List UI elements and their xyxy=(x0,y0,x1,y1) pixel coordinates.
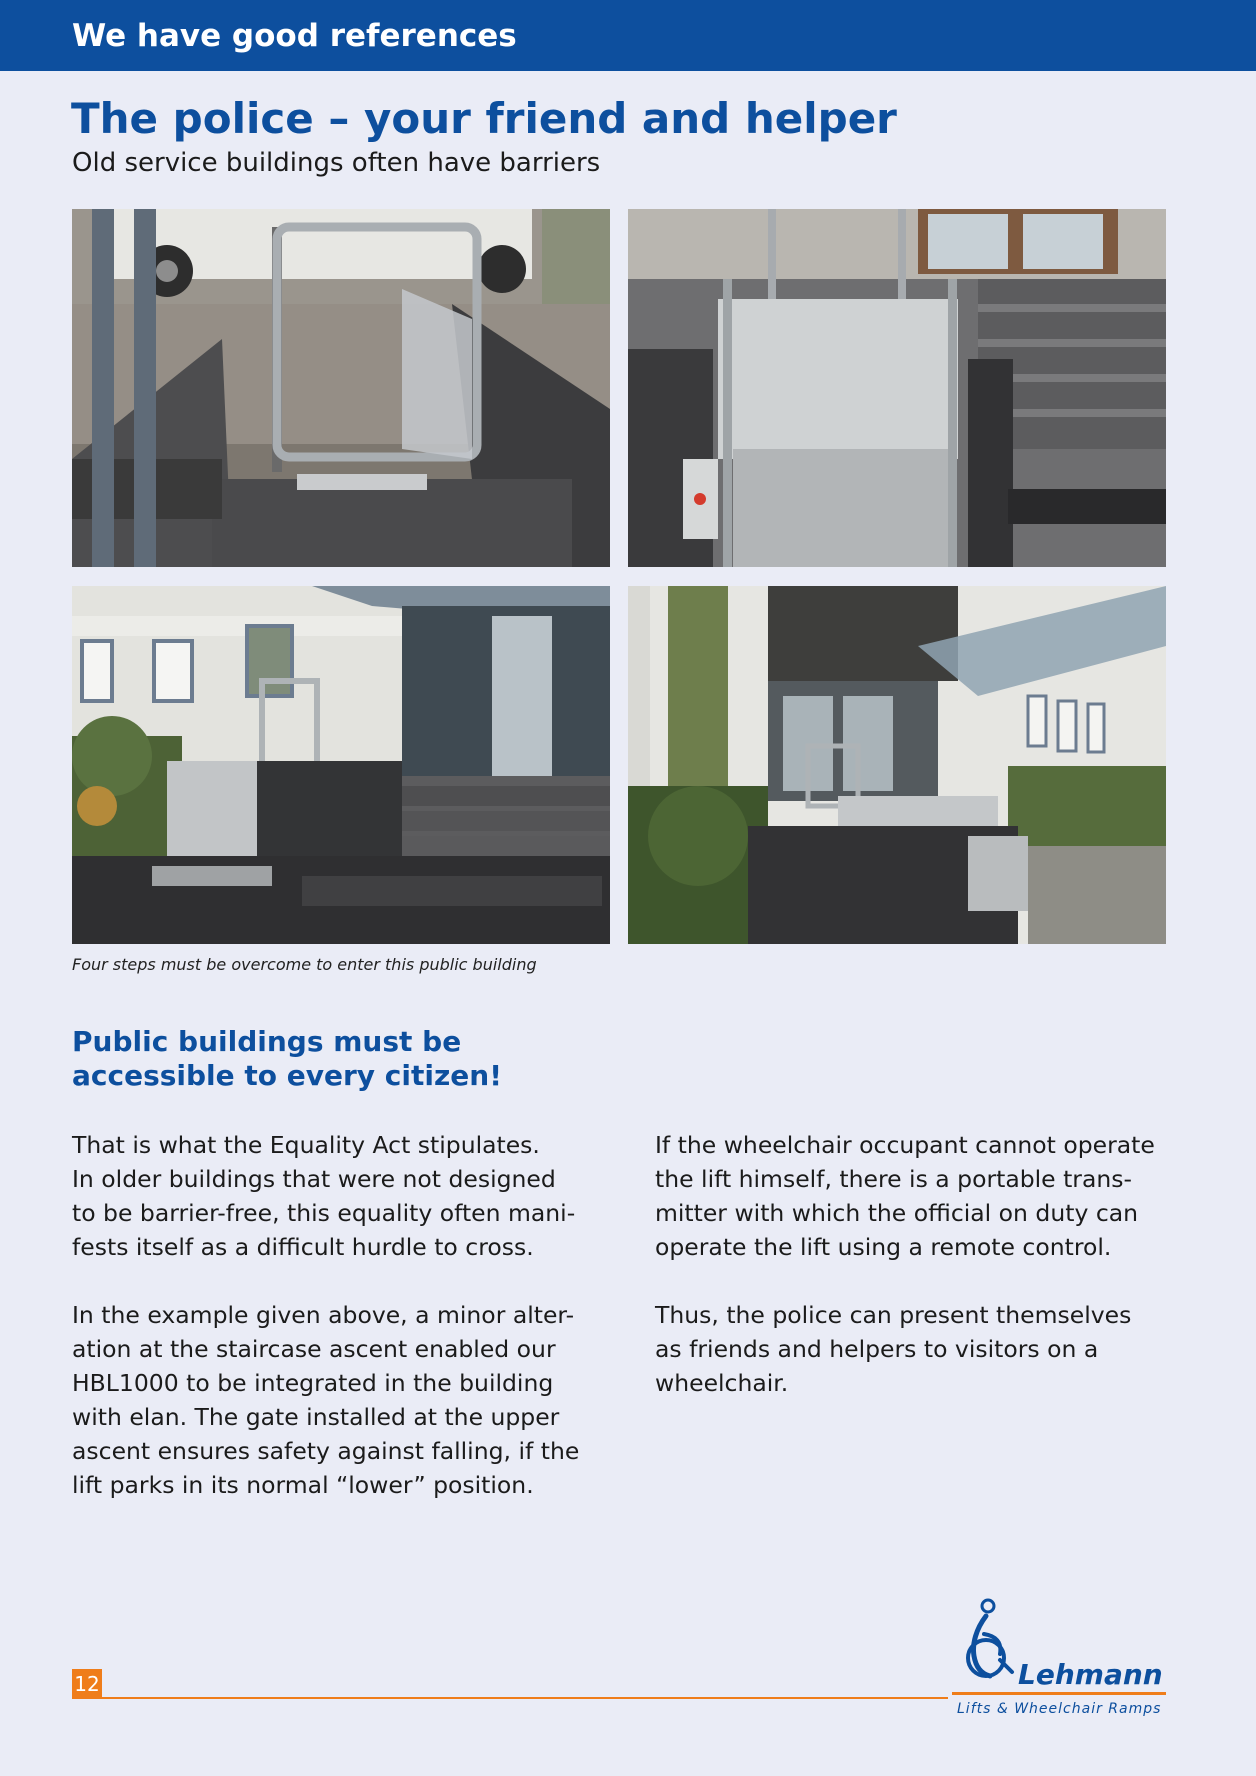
header-bar xyxy=(0,0,1256,71)
photo-lift-platform xyxy=(628,209,1166,567)
section-heading: Public buildings must be accessible to every citizen! xyxy=(72,1025,502,1092)
photo-building-front-right xyxy=(628,586,1166,944)
photo-caption: Four steps must be overcome to enter this public building xyxy=(72,955,537,974)
header-title: We have good references xyxy=(72,18,517,54)
logo-tagline: Lifts & Wheelchair Ramps xyxy=(957,1701,1162,1717)
footer-divider xyxy=(102,1697,948,1699)
logo-underline xyxy=(952,1692,1166,1695)
paragraph: If the wheelchair occupant cannot operate the lift himself, there is a portable trans- mitter with which the official on duty can operate the lift using a remote control. xyxy=(655,1131,1155,1261)
photo-building-front-left xyxy=(72,586,610,944)
logo-name: Lehmann xyxy=(1018,1658,1163,1691)
page-title: The police – your friend and helper xyxy=(71,94,897,143)
page-number: 12 xyxy=(72,1669,102,1699)
page-subtitle: Old service buildings often have barriers xyxy=(72,148,601,178)
paragraph: In the example given above, a minor alter- ation at the staircase ascent enabled our HBL1000 to be integrated in the building with elan. The gate installed at the upper ascent ensures safety against falling, if the lift parks in its normal “lower” position. xyxy=(72,1301,580,1499)
body-column-left xyxy=(72,1128,592,1536)
paragraph: That is what the Equality Act stipulates. In older buildings that were not designed to be barrier-free, this equality often mani- fests itself as a difficult hurdle to cross. xyxy=(72,1131,576,1261)
body-column-right xyxy=(655,1128,1175,1434)
paragraph: Thus, the police can present themselves as friends and helpers to visitors on a wheelchair. xyxy=(655,1301,1132,1397)
photo-lift-gate-top xyxy=(72,209,610,567)
